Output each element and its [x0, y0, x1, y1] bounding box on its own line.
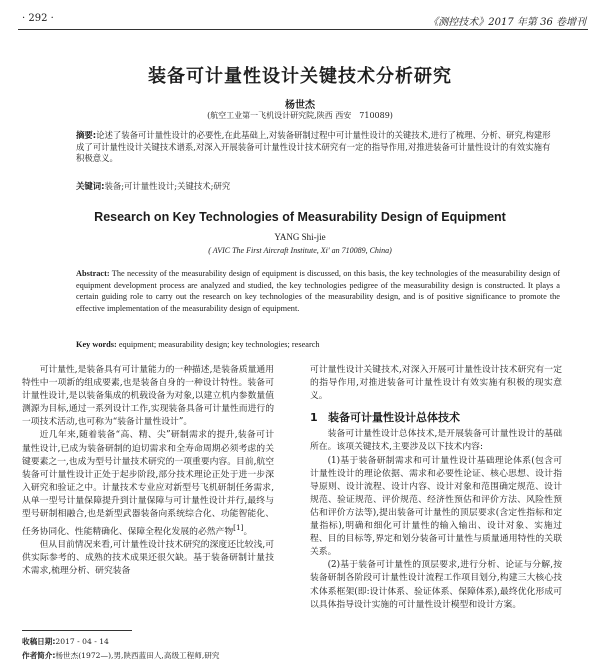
- body-paragraph: 可计量性设计关键技术,对深入开展可计量性设计技术研究有一定的指导作用,对推进装备可计量性设计有效实施有积极的现实意义。: [310, 365, 562, 402]
- body-paragraph: 装备可计量性设计总体技术,是开展装备可计量性设计的基础所在。该项关键技术,主要涉及以下技术内容:: [310, 429, 562, 453]
- received-date: 2017 - 04 - 14: [55, 637, 109, 646]
- body-paragraph: 可计量性,是装备具有可计量能力的一种描述,是装备质量通用特性中一项新的组成要素,也是装备自身的一种设计特性。装备可计量性设计,是以装备集成的机载设备为对象,以建立机内参数量值测源为目标,通过一系列设计工作,实现装备具备可计量性而进行的一项技术活动,也可称为“装备计量性设计”。: [22, 365, 274, 428]
- body-left-column: [22, 364, 274, 578]
- keywords-cn-text: 装备;可计量性设计;关键技术;研究: [104, 181, 231, 191]
- footnote-received: [22, 636, 282, 647]
- abstract-en-label: Abstract:: [76, 269, 110, 278]
- abstract-en: [76, 268, 560, 314]
- abstract-cn-label: 摘要:: [76, 130, 97, 140]
- citation-ref: [1]: [233, 523, 244, 533]
- body-right-column: [310, 364, 562, 612]
- title-cn: 装备可计量性设计关键技术分析研究: [148, 66, 452, 87]
- body-paragraph: (2)基于装备可计量性的顶层要求,进行分析、论证与分解,按装备研制各阶段可计量性设计流程工作项目划分,构建三大核心技术体系框架(即:设计体系、验证体系、保障体系),最终优化形成可以具体指导设计实施的可计量性设计模型和设计方案。: [310, 560, 562, 610]
- body-paragraph: (1)基于装备研制需求和可计量性设计基础理论体系(包含可计量性设计的理论依据、需求和必要性论证、核心思想、设计指导原则、设计流程、设计内容、设计对象和范围确定规范、设计规范、验证规范、评价规范、经济性预估和评价方法、风险性预估和评价方法等),提出装备可计量性的顶层要求(含定性指标和定量指标),明确和细化可计量性的输入输出、设计对象、实施过程、目的目标等,界定和划分装备可计量性与质量通用特性的关联关系。: [310, 455, 562, 558]
- footnote-rule: [22, 630, 132, 631]
- affiliation-cn: (航空工业第一飞机设计研究院,陕西 西安 710089): [207, 111, 393, 120]
- keywords-cn-label: 关键词:: [76, 181, 105, 191]
- abstract-cn: [76, 130, 556, 165]
- page-number: · 292 ·: [22, 13, 54, 24]
- keywords-cn: [76, 180, 556, 192]
- keywords-en: [76, 340, 560, 349]
- author-info: 杨世杰(1972—),男,陕西蓝田人,高级工程师,研究: [55, 651, 220, 660]
- body-paragraph: [22, 429, 274, 539]
- affiliation-en: ( AVIC The First Aircraft Institute, Xi' an 710089, China): [208, 246, 392, 255]
- author-cn: 杨世杰: [285, 100, 315, 111]
- keywords-en-label: Key words:: [76, 340, 117, 349]
- abstract-en-text: The necessity of the measurability design of equipment is discussed, on this basis, the key technologies of the measurability design of equipment development process are analyzed and studied, the key technologies pedigree of the measurability design is constructed. It plays a certain guiding role to carry out the research on key technologies of the measurability design, and is of positive significance to promote the effective implementation of the measurability design of equipment.: [76, 269, 560, 313]
- body-text: 。: [243, 527, 253, 538]
- body-text: 近几年来,随着装备“高、精、尖”研制需求的提升,装备可计量性设计,已成为装备研制的迫切需求和全寿命周期必须考虑的关键要素之一,也成为型号计量技术研究的一项重要内容。目前,航空装备可计量性设计正处于起步阶段,部分技术理论正处于进一步深入研究和验证之中。计量技术专业应对新型号飞机研制任务需求,从单一型号计量保障提升到计量保障与可计量性设计并行,最终与型号研制相融合,也是新型武器装备向系统综合化、功能智能化、任务协同化、性能精确化、保障全程化发展的必然产物: [22, 430, 274, 538]
- author-en: YANG Shi-jie: [274, 232, 326, 242]
- section-heading: [310, 411, 562, 424]
- abstract-cn-text: 论述了装备可计量性设计的必要性,在此基础上,对装备研制过程中可计量性设计的关键技术,进行了梳理、分析、研究,构建形成了可计量性设计关键技术谱系,对深入开展装备可计量性设计技术研究有一定的指导作用,对推进装备可计量性设计的有效实施有积极意义。: [76, 130, 551, 164]
- body-paragraph: 但从目前情况来看,可计量性设计技术研究的深度还比较浅,可供实际参考的、成熟的技术成果还很欠缺。基于装备研制计量技术需求,梳理分析、研究装备: [22, 540, 274, 577]
- received-label: 收稿日期:: [22, 637, 56, 646]
- section-number: 1: [310, 411, 318, 425]
- header-rule: [18, 29, 588, 30]
- section-title: 装备可计量性设计总体技术: [328, 411, 460, 425]
- footnote-author: [22, 650, 282, 661]
- title-en: Research on Key Technologies of Measurability Design of Equipment: [94, 210, 506, 224]
- author-info-label: 作者简介:: [22, 651, 56, 660]
- journal-header: 《测控技术》2017 年第 36 卷增刊: [428, 17, 586, 28]
- keywords-en-text: equipment; measurability design; key technologies; research: [118, 340, 320, 349]
